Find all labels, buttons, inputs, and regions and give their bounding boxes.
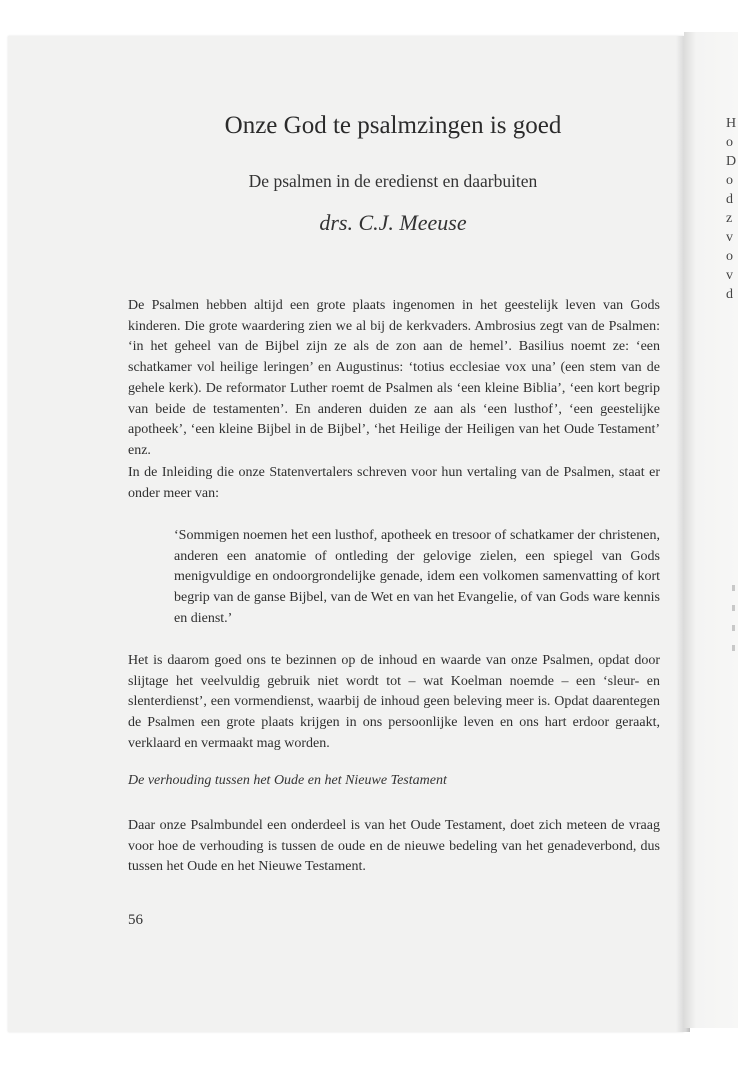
paragraph-intro: De Psalmen hebben altijd een grote plaats ingenomen in het geestelijk leven van Gods kinderen. Die grote waardering zien we al bij de kerkvaders. Ambrosius zegt van de Psalmen: ‘in het geheel van de Bijbel zijn ze als de zon aan de hemel’. Basilius noemt ze: ‘een schatkamer vol heilige leringen’ en Augustinus: ‘totius ecclesiae vox una’ (een stem van de gehele kerk). De reformator Luther roemt de Psalmen als ‘een kleine Biblia’, ‘een kort begrip van beide de testamenten’. En anderen duiden ze aan als ‘een lusthof’, ‘een geestelijke apotheek’, ‘een kleine Bijbel in de Bijbel’, ‘het Heilige der Heiligen van het Oude Testament’ enz. [128,298,660,458]
next-page-letter-column [726,114,738,304]
edge-letter: v [726,230,733,245]
page-edge-marks [732,585,735,665]
article-subtitle: De psalmen in de eredienst en daarbuiten [248,171,538,191]
paragraph-testaments: Daar onze Psalmbundel een onderdeel is van het Oude Testament, doet zich meteen de vraag voor hoe de verhouding is tussen de oude en de nieuwe bedeling van het genadeverbond, dus tussen het Oude en het Nieuwe Testament. [128,818,660,875]
edge-letter: o [726,173,733,188]
block-quote: ‘Sommigen noemen het een lusthof, apotheek en tresoor of schatkamer der christenen, anderen een anatomie of ontleding der gelovige zielen, een spiegel van Gods menigvuldige en ondoorgrondelijke genade, idem een volkomen samenvatting of kort begrip van de ganse Bijbel, van de Wet en van het Evangelie, of van Gods ware kennis en dienst.’ [174,528,660,626]
article-title: Onze God te psalmzingen is goed [224,112,562,139]
edge-letter: o [726,249,733,264]
page-number: 56 [128,912,143,928]
edge-letter: D [726,154,737,169]
edge-letter: H [726,116,737,131]
edge-letter: d [726,192,733,207]
paragraph-reflection: Het is daarom goed ons te bezinnen op de inhoud en waarde van onze Psalmen, opdat door slijtage het veelvuldig gebruik niet wordt tot – wat Koelman noemde – een ‘sleur- en slenterdienst’, een vormendienst, waarbij de inhoud geen beleving meer is. Opdat daarentegen de Psalmen een grote plaats krijgen in ons persoonlijke leven en ons hart erdoor geraakt, verklaard en vermaakt mag worden. [128,653,660,751]
edge-letter: z [726,211,733,226]
edge-letter: v [726,268,733,283]
article-author: drs. C.J. Meeuse [319,210,467,235]
section-heading: De verhouding tussen het Oude en het Nieuwe Testament [128,773,447,788]
paragraph-statenvertaling: In de Inleiding die onze Statenvertalers schreven voor hun vertaling van de Psalmen, staat er onder meer van: [128,465,660,501]
edge-letter: d [726,287,733,302]
edge-letter: o [726,135,733,150]
